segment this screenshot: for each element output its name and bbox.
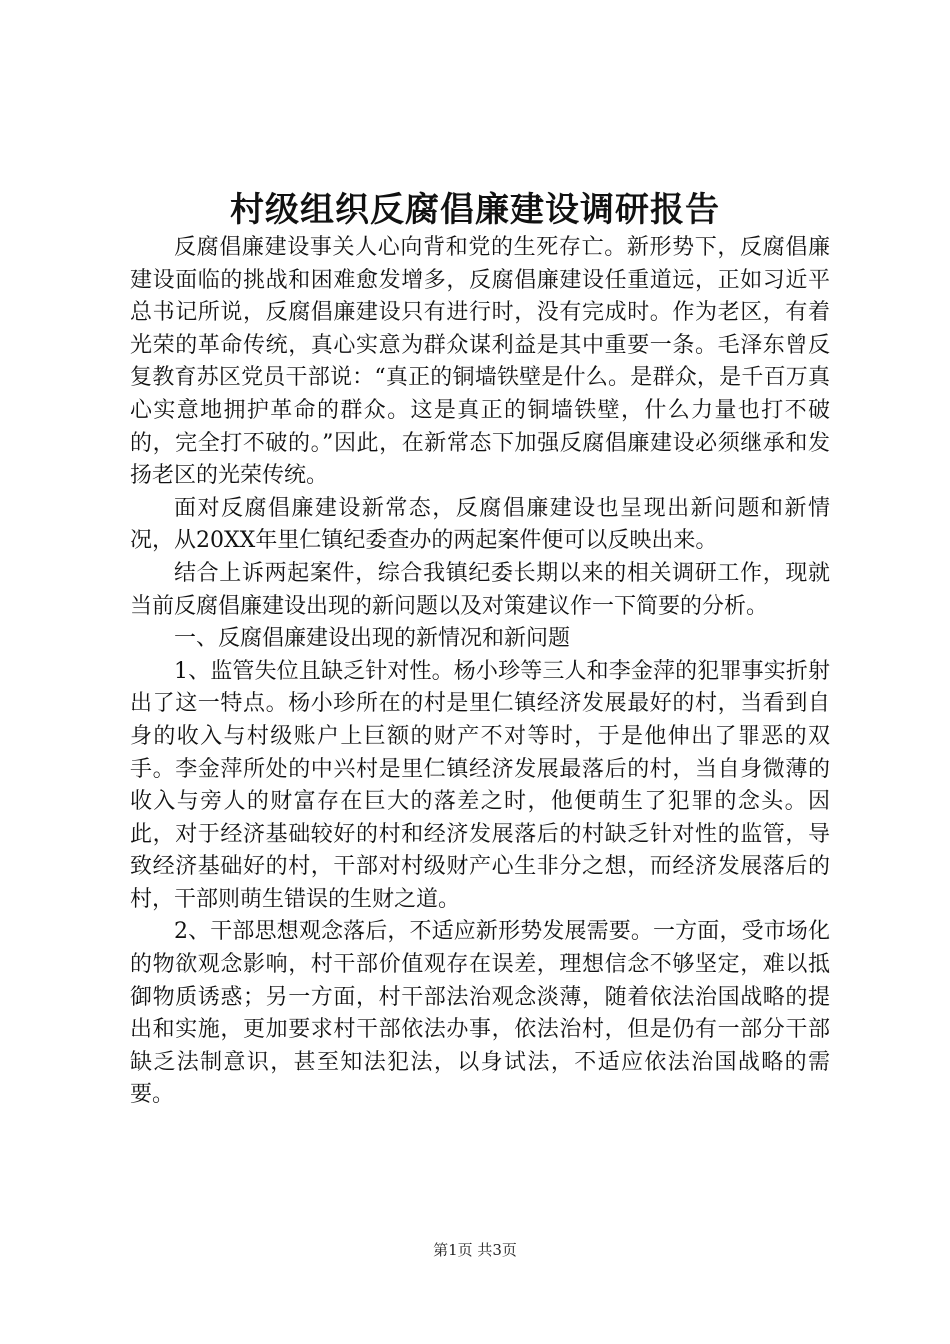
section-heading-1: 一、反腐倡廉建设出现的新情况和新问题 bbox=[174, 626, 571, 652]
paragraph-intro: 反腐倡廉建设事关人心向背和党的生死存亡。新形势下，反腐倡廉建设面临的挑战和困难愈发增多，反腐倡廉建设任重道远，正如习近平总书记所说，反腐倡廉建设只有进行时，没有完成时。作为老区，有着光荣的革命传统，真心实意为群众谋利益是其中重要一条。毛泽东曾反复教育苏区党员干部说：“真正的铜墙铁壁是什么。是群众，是千百万真心实意地拥护革命的群众。这是真正的铜墙铁壁，什么力量也打不破的，完全打不破的。”因此，在新常态下加强反腐倡廉建设必须继承和发扬老区的光荣传统。 bbox=[130, 235, 830, 489]
paragraph-summary: 结合上诉两起案件，综合我镇纪委长期以来的相关调研工作，现就当前反腐倡廉建设出现的新问题以及对策建议作一下简要的分析。 bbox=[130, 560, 830, 619]
paragraph-point-2: 2、干部思想观念落后，不适应新形势发展需要。一方面，受市场化的物欲观念影响，村干部价值观存在误差，理想信念不够坚定，难以抵御物质诱惑；另一方面，村干部法治观念淡薄，随着依法治国战略的提出和实施，更加要求村干部依法办事，依法治村，但是仍有一部分干部缺乏法制意识，甚至知法犯法，以身试法，不适应依法治国战略的需要。 bbox=[130, 919, 830, 1108]
paragraph-point-1: 1、监管失位且缺乏针对性。杨小珍等三人和李金萍的犯罪事实折射出了这一特点。杨小珍所在的村是里仁镇经济发展最好的村，当看到自身的收入与村级账户上巨额的财产不对等时，于是他伸出了罪恶的双手。李金萍所处的中兴村是里仁镇经济发展最落后的村，当自身微薄的收入与旁人的财富存在巨大的落差之时，他便萌生了犯罪的念头。因此，对于经济基础较好的村和经济发展落后的村缺乏针对性的监管，导致经济基础好的村，干部对村级财产心生非分之想，而经济发展落后的村，干部则萌生错误的生财之道。 bbox=[130, 658, 830, 912]
page-number-footer: 第1页 共3页 bbox=[433, 1241, 517, 1259]
paragraph-new-normal: 面对反腐倡廉建设新常态，反腐倡廉建设也呈现出新问题和新情况，从20XX年里仁镇纪委查办的两起案件便可以反映出来。 bbox=[130, 495, 830, 554]
document-body bbox=[130, 232, 830, 1112]
document-title: 村级组织反腐倡廉建设调研报告 bbox=[230, 190, 720, 230]
